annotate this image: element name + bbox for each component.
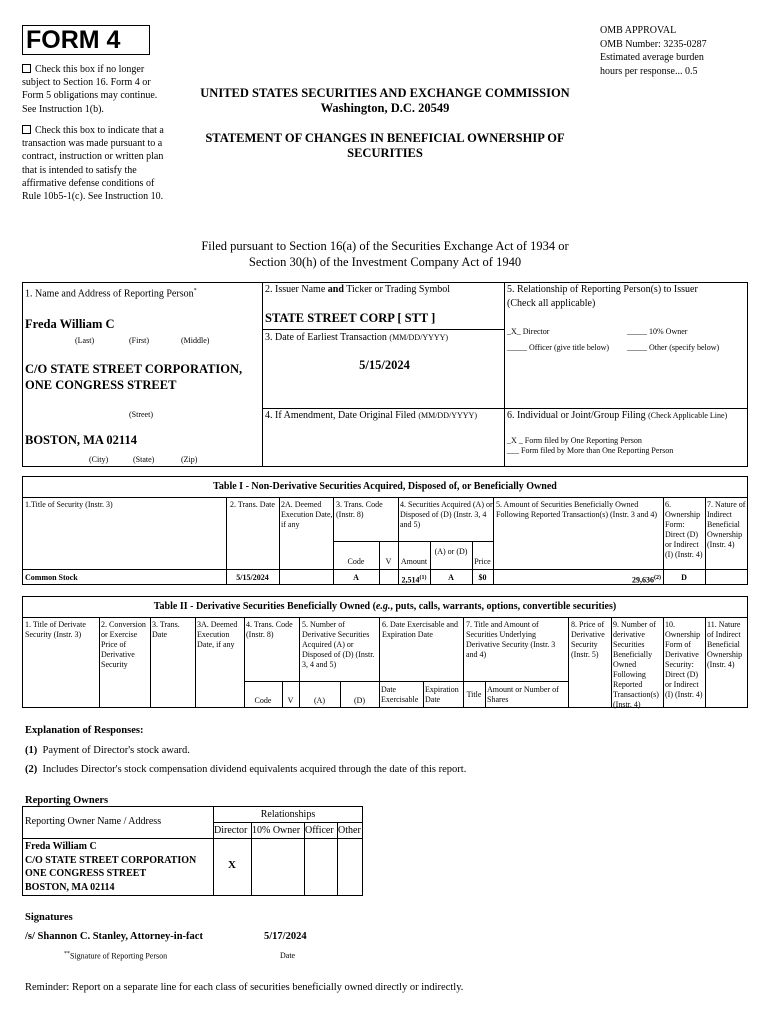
box3-label-small: (MM/DD/YYYY) bbox=[389, 333, 449, 342]
explanation-num: (1) bbox=[25, 745, 38, 756]
omb-line: hours per response... 0.5 bbox=[600, 65, 698, 77]
t1-row-owned-value: 29,636 bbox=[632, 575, 654, 585]
t1-h5: 5. Amount of Securities Beneficially Owned Following Reported Transaction(s) (Instr. 3 and 4) bbox=[496, 500, 658, 519]
t2-sub-exp: Expiration Date bbox=[425, 685, 459, 704]
omb-line: OMB APPROVAL bbox=[600, 25, 677, 36]
owner-col-ten-pct: 10% Owner bbox=[252, 825, 301, 836]
t2-h3: 3. Trans. Date bbox=[152, 620, 180, 639]
reporting-person-city: BOSTON, MA 02114 bbox=[25, 433, 137, 447]
t2-h7: 7. Title and Amount of Securities Underlying Derivative Security (Instr. 3 and 4) bbox=[466, 620, 556, 659]
t1-sub-v: V bbox=[385, 557, 392, 566]
director-option[interactable]: _X_ Director bbox=[507, 327, 550, 336]
box2-label-post: Ticker or Trading Symbol bbox=[346, 284, 451, 295]
t2-h1: 1. Title of Derivate Security (Instr. 3) bbox=[25, 620, 86, 639]
t1-row-date: 5/15/2024 bbox=[236, 573, 269, 582]
t1-row-security: Common Stock bbox=[25, 573, 78, 582]
t2-h6: 6. Date Exercisable and Expiration Date bbox=[382, 620, 458, 639]
footnote-link[interactable]: (1) bbox=[419, 575, 427, 581]
t2-h11: 11. Nature of Indirect Beneficial Ownership (Instr. 4) bbox=[707, 620, 743, 669]
checkbox-square-icon[interactable] bbox=[22, 125, 31, 134]
date-label: Date bbox=[280, 951, 296, 960]
checkbox2-text: Check this box to indicate that a transaction was made pursuant to a contract, instruction or written plan that is intended to satisfy the affirmative defense conditions of Rule 10b5-1(c). See Instruction 10. bbox=[22, 125, 164, 203]
t1-h2a: 2A. Deemed Execution Date, if any bbox=[281, 500, 333, 529]
box5-label1: 5. Relationship of Reporting Person(s) to Issuer bbox=[507, 284, 698, 295]
omb-line: OMB Number: 3235-0287 bbox=[600, 38, 707, 50]
t1-h1: 1.Title of Security (Instr. 3) bbox=[25, 500, 113, 509]
t1-h3: 3. Trans. Code (Instr. 8) bbox=[336, 500, 383, 519]
explanation-item bbox=[25, 764, 466, 775]
box4-label-small: (MM/DD/YYYY) bbox=[418, 411, 477, 420]
box6-label-text: 6. Individual or Joint/Group Filing bbox=[507, 410, 646, 421]
owner-line: C/O STATE STREET CORPORATION bbox=[25, 854, 197, 866]
owner-name-address bbox=[25, 840, 196, 894]
director-mark: X bbox=[228, 859, 236, 871]
checkbox-no-longer-subject[interactable] bbox=[22, 63, 172, 116]
box5-label2: (Check all applicable) bbox=[507, 298, 596, 309]
signature-label-sup: ** bbox=[64, 951, 70, 957]
table-1-title: Table I - Non-Derivative Securities Acquired, Disposed of, or Beneficially Owned bbox=[213, 481, 557, 492]
t2-sub-v: V bbox=[287, 696, 294, 705]
owner-col-name: Reporting Owner Name / Address bbox=[25, 816, 162, 827]
t1-row-amount bbox=[398, 573, 430, 586]
t2-h10: 10. Ownership Form of Derivative Security: Direct (D) or Indirect (I) (Instr. 4) bbox=[665, 620, 703, 699]
t2-sub-code: Code bbox=[254, 696, 272, 705]
t1-row-price: $0 bbox=[478, 573, 487, 582]
reporting-owners-heading: Reporting Owners bbox=[25, 795, 109, 806]
statement-title: STATEMENT OF CHANGES IN BENEFICIAL OWNERSHIP OF SECURITIES bbox=[205, 131, 565, 160]
t2-h2: 2. Conversion or Exercise Price of Derivative Security bbox=[101, 620, 146, 669]
t2-sub-amount: Amount or Number of Shares bbox=[487, 685, 559, 704]
commission-name: UNITED STATES SECURITIES AND EXCHANGE COMMISSION bbox=[200, 86, 570, 100]
box-issuer bbox=[262, 282, 505, 330]
t1-h7: 7. Nature of Indirect Beneficial Ownership (Instr. 4) bbox=[707, 500, 746, 549]
box2-label bbox=[265, 284, 450, 295]
t2-h4: 4. Trans. Code (Instr. 8) bbox=[246, 620, 293, 639]
table-2-title-pre: Table II - Derivative Securities Beneficially Owned ( bbox=[153, 601, 376, 612]
checkbox1-text: Check this box if no longer subject to Section 16. Form 4 or Form 5 obligations may continue. See Instruction 1(b). bbox=[22, 64, 158, 115]
table-2-title bbox=[22, 601, 748, 612]
state-label: (State) bbox=[133, 455, 155, 464]
signature-date: 5/17/2024 bbox=[264, 931, 307, 942]
signature-label bbox=[64, 951, 167, 961]
t2-sub-date-ex: Date Exercisable bbox=[381, 685, 419, 704]
commission-location: Washington, D.C. 20549 bbox=[320, 101, 450, 115]
t1-h6: 6. Ownership Form: Direct (D) or Indirect (I) (Instr. 4) bbox=[665, 500, 703, 559]
explanation-text: Includes Director's stock compensation dividend equivalents acquired through the date of this report. bbox=[42, 764, 467, 775]
reminder: Reminder: Report on a separate line for each class of securities beneficially owned directly or indirectly. bbox=[25, 982, 464, 993]
t2-sub-title: Title bbox=[466, 690, 482, 699]
owner-col-other: Other bbox=[338, 825, 361, 836]
owner-line: BOSTON, MA 02114 bbox=[25, 881, 115, 893]
filing-option-more[interactable]: ___ Form filed by More than One Reporting Person bbox=[507, 446, 674, 455]
filed-line-1: Filed pursuant to Section 16(a) of the Securities Exchange Act of 1934 or bbox=[201, 239, 569, 253]
t2-h9: 9. Number of derivative Securities Beneficially Owned Following Reported Transaction(s) (Instr. 4) bbox=[613, 620, 659, 709]
box2-label-pre: 2. Issuer Name bbox=[265, 284, 326, 295]
omb-approval bbox=[600, 24, 760, 78]
box-amendment bbox=[262, 408, 505, 467]
t2-h3a: 3A. Deemed Execution Date, if any bbox=[197, 620, 238, 649]
signer-name: /s/ Shannon C. Stanley, Attorney-in-fact bbox=[25, 931, 203, 942]
zip-label: (Zip) bbox=[181, 455, 198, 464]
explanation-text: Payment of Director's stock award. bbox=[42, 745, 190, 756]
first-label: (First) bbox=[129, 336, 149, 345]
box6-label-small: (Check Applicable Line) bbox=[648, 411, 728, 420]
t2-h5: 5. Number of Derivative Securities Acquired (A) or Disposed of (D) (Instr. 3, 4 and 5) bbox=[302, 620, 375, 669]
explanation-num: (2) bbox=[25, 764, 38, 775]
t1-row-owned bbox=[493, 573, 661, 586]
reporting-person-street: C/O STATE STREET CORPORATION, ONE CONGRESS STREET bbox=[25, 362, 243, 392]
t1-sub-aord: (A) or (D) bbox=[434, 547, 468, 556]
box2-label-and: and bbox=[327, 284, 344, 295]
t1-row-form: D bbox=[681, 573, 687, 582]
checkbox-square-icon[interactable] bbox=[22, 64, 31, 73]
box-reporting-person bbox=[22, 282, 263, 467]
checkbox-rule-10b5[interactable] bbox=[22, 124, 172, 203]
box4-label-text: 4. If Amendment, Date Original Filed bbox=[265, 410, 416, 421]
t1-sub-price: Price bbox=[474, 557, 491, 566]
box3-label bbox=[265, 332, 448, 343]
t2-sub-d: (D) bbox=[353, 696, 366, 705]
footnote-link[interactable]: (2) bbox=[654, 575, 661, 581]
owner-col-officer: Officer bbox=[305, 825, 334, 836]
t1-row-aord: A bbox=[448, 573, 454, 582]
box1-label-sup: * bbox=[193, 288, 197, 294]
t2-sub-a: (A) bbox=[313, 696, 326, 705]
reporting-person-name: Freda William C bbox=[25, 317, 115, 331]
box3-label-text: 3. Date of Earliest Transaction bbox=[265, 332, 387, 343]
box1-label bbox=[25, 288, 197, 299]
signatures-heading: Signatures bbox=[25, 912, 73, 923]
t1-sub-amount: Amount bbox=[400, 557, 428, 566]
owner-line: Freda William C bbox=[25, 841, 97, 852]
box4-label bbox=[265, 410, 477, 421]
box-relationship bbox=[504, 282, 748, 409]
ten-pct-owner-option[interactable]: _____ 10% Owner bbox=[627, 327, 688, 336]
form-title: FORM 4 bbox=[22, 25, 150, 55]
box1-label-text: 1. Name and Address of Reporting Person bbox=[25, 288, 194, 300]
middle-label: (Middle) bbox=[181, 336, 210, 345]
t1-h2: 2. Trans. Date bbox=[230, 500, 275, 509]
filing-option-one[interactable]: _X _ Form filed by One Reporting Person bbox=[507, 436, 642, 445]
other-option[interactable]: _____ Other (specify below) bbox=[627, 343, 720, 352]
box-filing-type bbox=[504, 408, 748, 467]
filed-line-2: Section 30(h) of the Investment Company Act of 1940 bbox=[248, 255, 522, 269]
t1-row-code: A bbox=[353, 573, 359, 582]
explanation-item bbox=[25, 745, 190, 756]
earliest-transaction-date: 5/15/2024 bbox=[359, 358, 410, 372]
box-earliest-transaction bbox=[262, 329, 505, 409]
omb-line: Estimated average burden bbox=[600, 52, 704, 63]
table-2-title-post: , puts, calls, warrants, options, convertible securities) bbox=[390, 601, 617, 612]
city-label: (City) bbox=[89, 455, 109, 464]
owner-col-director: Director bbox=[214, 825, 248, 836]
signature-label-text: Signature of Reporting Person bbox=[70, 951, 168, 961]
street-label: (Street) bbox=[129, 410, 153, 419]
owner-line: ONE CONGRESS STREET bbox=[25, 868, 147, 879]
t1-row-amount-value: 2,514 bbox=[401, 575, 420, 585]
box6-label bbox=[507, 410, 727, 421]
issuer-name: STATE STREET CORP [ STT ] bbox=[265, 311, 436, 325]
relationships-header: Relationships bbox=[260, 809, 316, 820]
last-label: (Last) bbox=[75, 336, 95, 345]
t1-h4: 4. Securities Acquired (A) or Disposed of (D) (Instr. 3, 4 and 5) bbox=[400, 500, 493, 529]
t2-h8: 8. Price of Derivative Security (Instr. 5) bbox=[571, 620, 605, 659]
officer-option[interactable]: _____ Officer (give title below) bbox=[507, 343, 610, 352]
t1-sub-code: Code bbox=[347, 557, 365, 566]
table-2-title-eg: e.g. bbox=[375, 601, 391, 612]
explanation-heading: Explanation of Responses: bbox=[25, 725, 144, 736]
